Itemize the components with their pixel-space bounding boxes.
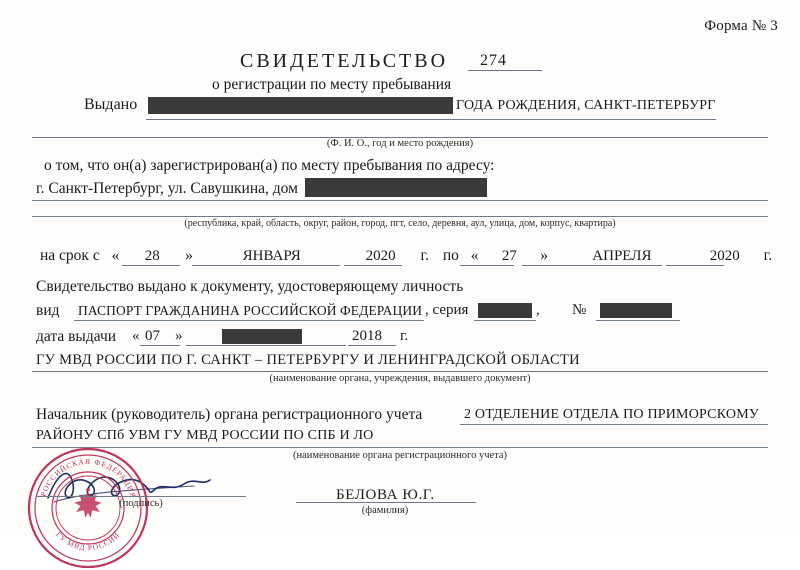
term-prefix: на срок с: [40, 247, 100, 264]
identity-date-day-rule: [140, 345, 180, 346]
issued-rule: [146, 119, 716, 120]
identity-vid-rule: [74, 320, 424, 321]
stamp-top-text: РОССИЙСКАЯ ФЕДЕРАЦИЯ: [38, 456, 138, 500]
term-day-from: 28: [144, 248, 160, 264]
term-row: [40, 247, 772, 265]
term-g-2: г.: [763, 247, 773, 264]
identity-date-quote-open: «: [132, 328, 140, 344]
identity-seria-redaction: [478, 303, 532, 318]
identity-date-label: дата выдачи: [36, 328, 117, 345]
term-year-to-rule: [666, 265, 724, 266]
identity-number-redaction: [600, 303, 672, 318]
caption-fio: (Ф. И. О., год и место рождения): [326, 138, 474, 149]
term-month-to: АПРЕЛЯ: [592, 248, 652, 264]
title-number-rule: [468, 70, 542, 71]
address-rule-2: [32, 216, 768, 217]
identity-vid-label: вид: [36, 302, 60, 319]
svg-text:ГУ МВД РОССИИ: [54, 530, 122, 552]
identity-date-month-redaction: [222, 329, 302, 344]
chief-label: Начальник (руководитель) органа регистрационного учета: [36, 406, 423, 423]
identity-organ-rule: [32, 371, 768, 372]
term-year-from: 2020: [365, 248, 396, 264]
caption-organ: (наименование органа, учреждения, выдавшего документ): [269, 373, 531, 384]
identity-date-day: 07: [145, 328, 160, 344]
identity-comma: ,: [536, 302, 540, 318]
term-year-to: 2020: [709, 248, 740, 264]
caption-chief: (наименование органа регистрационного учета): [292, 450, 508, 461]
identity-statement: Свидетельство выдано к документу, удостоверяющему личность: [36, 278, 464, 295]
term-day-from-rule: [122, 265, 180, 266]
term-quote-open-1: «: [111, 247, 120, 264]
term-po: по: [442, 247, 459, 264]
identity-date-year-rule: [348, 345, 396, 346]
term-month-to-rule: [522, 265, 662, 266]
form-number: Форма № 3: [704, 18, 778, 34]
term-month-from-rule: [192, 265, 340, 266]
issued-label: Выдано: [84, 96, 138, 113]
term-day-to-rule: [460, 265, 514, 266]
chief-value-line-2: РАЙОНУ СПб УВМ ГУ МВД РОССИИ ПО СПБ И ЛО: [36, 428, 374, 443]
chief-value-line-1: 2 ОТДЕЛЕНИЕ ОТДЕЛА ПО ПРИМОРСКОМУ: [464, 407, 759, 422]
identity-number-rule: [596, 320, 680, 321]
identity-seria-rule: [474, 320, 536, 321]
page-title: СВИДЕТЕЛЬСТВО: [240, 50, 449, 72]
identity-seria-label: , серия: [425, 302, 469, 318]
address-rule-1: [32, 200, 768, 201]
page-subtitle: о регистрации по месту пребывания: [212, 76, 452, 93]
caption-surname: (фамилия): [361, 505, 409, 516]
identity-date-g: г.: [400, 328, 409, 344]
chief-surname: БЕЛОВА Ю.Г.: [336, 487, 435, 503]
term-g-1: г.: [420, 247, 429, 264]
term-quote-close-2: »: [540, 247, 548, 264]
identity-date-month-rule: [186, 345, 346, 346]
issued-name-redaction: [148, 97, 453, 114]
identity-organ-value: ГУ МВД РОССИИ ПО Г. САНКТ – ПЕТЕРБУРГУ И ЛЕНИНГРАДСКОЙ ОБЛАСТИ: [36, 352, 580, 368]
identity-number-label: №: [572, 302, 587, 318]
caption-signature: (подпись): [119, 498, 163, 509]
term-year-from-rule: [344, 265, 402, 266]
certificate-number: 274: [480, 52, 507, 69]
identity-date-quote-close: »: [175, 328, 183, 344]
caption-address: (республика, край, область, округ, район, город, пгт, село, деревня, аул, улица, дом, корпус, квартира): [184, 218, 616, 229]
chief-value-rule-1: [460, 424, 768, 425]
issued-birth-place: ГОДА РОЖДЕНИЯ, САНКТ-ПЕТЕРБУРГ: [456, 98, 716, 113]
identity-vid-value: ПАСПОРТ ГРАЖДАНИНА РОССИЙСКОЙ ФЕДЕРАЦИИ: [78, 303, 423, 318]
registration-statement: о том, что он(а) зарегистрирован(а) по месту пребывания по адресу:: [44, 157, 495, 174]
term-day-to: 27: [501, 248, 517, 264]
surname-rule: [296, 502, 476, 503]
signature-rule: [36, 496, 246, 497]
stamp-bottom-text: ГУ МВД РОССИИ: [54, 530, 122, 553]
address-value: г. Санкт-Петербург, ул. Савушкина, дом: [36, 180, 298, 197]
identity-date-year: 2018: [352, 328, 382, 344]
term-quote-open-2: «: [470, 247, 479, 264]
term-month-from: ЯНВАРЯ: [242, 248, 301, 264]
term-quote-close-1: »: [185, 247, 193, 264]
address-redaction: [305, 178, 487, 197]
